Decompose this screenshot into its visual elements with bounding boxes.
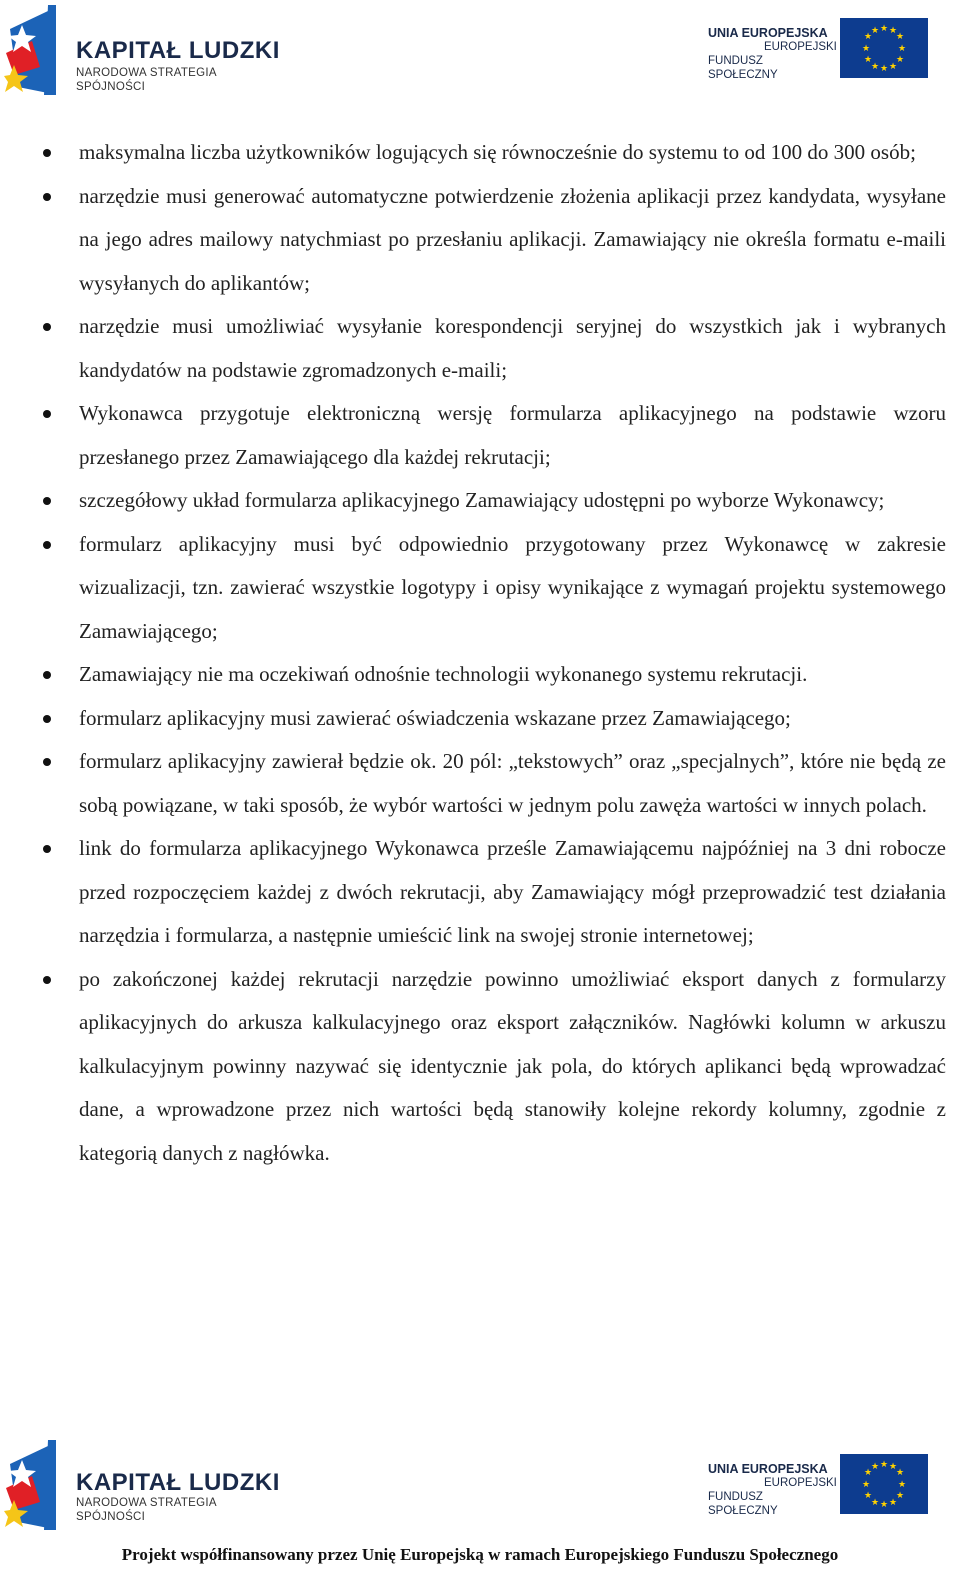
eu-logo-line2: EUROPEJSKI (764, 1477, 837, 1489)
svg-text:★: ★ (863, 1468, 873, 1478)
list-item (0, 479, 960, 523)
list-item-text: link do formularza aplikacyjnego Wykonawca prześle Zamawiającemu najpóźniej na 3 dni robocze przed rozpoczęciem każdej z dwóch rekrutacji, aby Zamawiający mógł przeprowadzić test działania narzędzia i formularza, a następnie umieścić link na swojej stronie internetowej; (79, 836, 946, 947)
cofinancing-note: Projekt współfinansowany przez Unię Europejską w ramach Europejskiego Funduszu Społecznego (121, 1545, 839, 1564)
list-item (0, 958, 960, 1176)
list-item-text: narzędzie musi umożliwiać wysyłanie korespondencji seryjnej do wszystkich jak i wybranych kandydatów na podstawie zgromadzonych e-maili; (79, 314, 946, 382)
bullet-icon (43, 671, 51, 679)
svg-text:★: ★ (870, 26, 880, 36)
eu-logo-line3: FUNDUSZ SPOŁECZNY (708, 55, 778, 81)
svg-text:★: ★ (895, 1468, 905, 1478)
svg-text:★: ★ (888, 26, 898, 36)
list-item (0, 827, 960, 958)
bullet-icon (43, 541, 51, 549)
list-item-text: formularz aplikacyjny musi zawierać oświadczenia wskazane przez Zamawiającego; (79, 705, 791, 730)
svg-text:★: ★ (895, 55, 905, 65)
svg-text:★: ★ (879, 64, 889, 74)
svg-text:★: ★ (870, 62, 880, 72)
svg-text:★: ★ (897, 44, 907, 54)
svg-text:★: ★ (870, 1498, 880, 1508)
list-item (0, 175, 960, 306)
svg-text:★: ★ (863, 32, 873, 42)
footer-kapital-ludzki-logo (4, 1440, 284, 1530)
eu-logo-line1: UNIA EUROPEJSKA (708, 26, 828, 40)
list-item (0, 392, 960, 479)
eu-logo-line1: UNIA EUROPEJSKA (708, 1462, 828, 1476)
list-item (0, 523, 960, 654)
svg-text:★: ★ (879, 1460, 889, 1470)
svg-text:★: ★ (895, 32, 905, 42)
eu-logo (708, 18, 930, 80)
eu-logo-text (708, 26, 837, 82)
svg-text:★: ★ (879, 1500, 889, 1510)
svg-text:★: ★ (870, 1462, 880, 1472)
bullet-icon (43, 323, 51, 331)
eu-logo-line3: FUNDUSZ SPOŁECZNY (708, 1491, 778, 1517)
svg-text:★: ★ (888, 1462, 898, 1472)
eu-logo-line2: EUROPEJSKI (764, 41, 837, 53)
bullet-icon (43, 149, 51, 157)
list-item-text: maksymalna liczba użytkowników logujących się równocześnie do systemu to od 100 do 300 osób; (79, 140, 916, 164)
kapital-ludzki-title: KAPITAŁ LUDZKI (76, 37, 280, 64)
requirements-list-container (0, 131, 960, 1175)
bullet-icon (43, 845, 51, 853)
svg-text:★: ★ (863, 55, 873, 65)
svg-text:★: ★ (863, 1491, 873, 1501)
kapital-ludzki-emblem-icon (4, 5, 66, 95)
footer-eu-logo (708, 1454, 930, 1516)
list-item (0, 653, 960, 697)
svg-text:★: ★ (879, 24, 889, 34)
list-item (0, 697, 960, 741)
svg-text:★: ★ (895, 1491, 905, 1501)
eu-logo-text (708, 1462, 837, 1518)
list-item-text: formularz aplikacyjny zawierał będzie ok. 20 pól: „tekstowych” oraz „specjalnych”, które nie będą ze sobą powiązane, w taki sposób, że wybór wartości w jednym polu zawęża wartości w innych polach. (79, 749, 946, 817)
list-item-text: szczegółowy układ formularza aplikacyjnego Zamawiający udostępni po wyborze Wykonawcy; (79, 488, 885, 512)
bullet-icon (43, 410, 51, 418)
kapital-ludzki-title: KAPITAŁ LUDZKI (76, 1469, 280, 1496)
svg-text:★: ★ (888, 62, 898, 72)
kapital-ludzki-subtitle: NARODOWA STRATEGIA SPÓJNOŚCI (76, 67, 217, 93)
list-item (0, 305, 960, 392)
kapital-ludzki-subtitle: NARODOWA STRATEGIA SPÓJNOŚCI (76, 1497, 217, 1523)
list-item-text: po zakończonej każdej rekrutacji narzędzie powinno umożliwiać eksport danych z formularzy aplikacyjnych do arkusza kalkulacyjnego oraz eksport załączników. Nagłówki kolumn w arkuszu kalkulacyjnym powinny nazywać się identycznie jak pola, do których aplikanci będą wprowadzać dane, a wprowadzone przez nich wartości będą stanowiły kolejne rekordy kolumny, zgodnie z kategorią danych z nagłówka. (79, 966, 946, 1165)
eu-flag-icon (840, 1454, 928, 1514)
kapital-ludzki-logo (4, 5, 284, 95)
svg-text:★: ★ (861, 1480, 871, 1490)
list-item (0, 740, 960, 827)
kapital-ludzki-emblem-icon (4, 1440, 66, 1530)
list-item-text: Zamawiający nie ma oczekiwań odnośnie technologii wykonanego systemu rekrutacji. (79, 662, 808, 686)
list-item-text: narzędzie musi generować automatyczne potwierdzenie złożenia aplikacji przez kandydata, wysyłane na jego adres mailowy natychmiast po przesłaniu aplikacji. Zamawiający nie określa formatu e-maili wysyłanych do aplikantów; (79, 183, 946, 295)
bullet-icon (43, 715, 51, 723)
svg-text:★: ★ (888, 1498, 898, 1508)
bullet-icon (43, 976, 51, 984)
list-item (0, 131, 960, 175)
list-item-text: formularz aplikacyjny musi być odpowiednio przygotowany przez Wykonawcę w zakresie wizualizacji, tzn. zawierać wszystkie logotypy i opisy wynikające z wymagań projektu systemowego Zamawiającego; (79, 531, 946, 643)
svg-text:★: ★ (861, 44, 871, 54)
requirements-list (0, 131, 960, 1175)
bullet-icon (43, 497, 51, 505)
bullet-icon (43, 758, 51, 766)
eu-flag-icon (840, 18, 928, 78)
list-item-text: Wykonawca przygotuje elektroniczną wersję formularza aplikacyjnego na podstawie wzoru przesłanego przez Zamawiającego dla każdej rekrutacji; (79, 401, 946, 469)
svg-text:★: ★ (897, 1480, 907, 1490)
bullet-icon (43, 193, 51, 201)
